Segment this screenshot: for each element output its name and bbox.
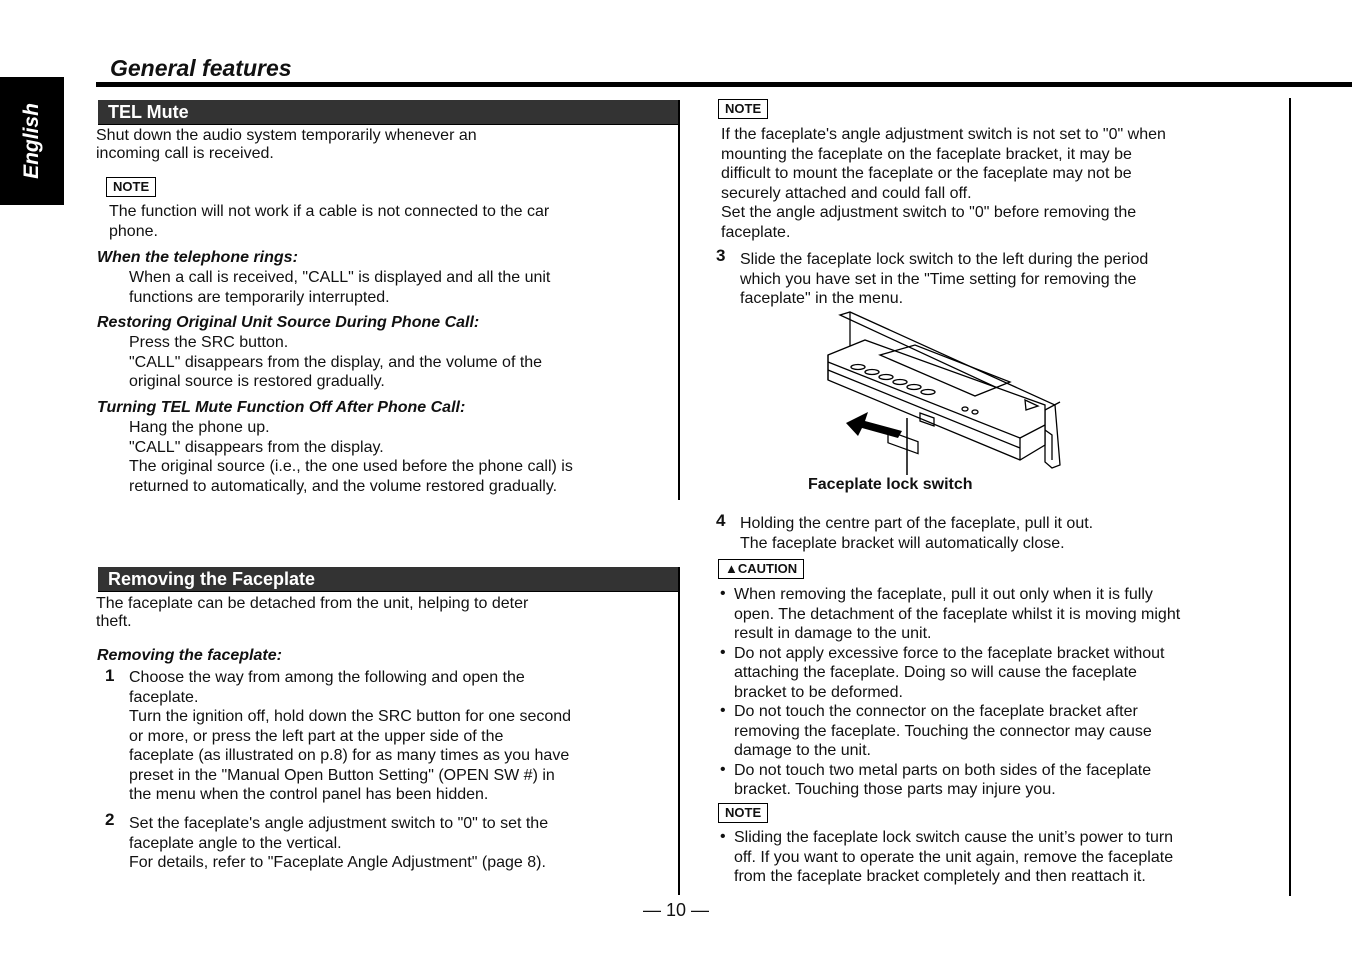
bullet-icon: • — [720, 760, 726, 778]
text-line: The faceplate bracket will automatically close. — [740, 534, 1065, 552]
step-number-3: 3 — [716, 246, 726, 265]
bullet-icon: • — [720, 585, 726, 602]
text-line: the menu when the control panel has been hidden. — [129, 786, 489, 803]
text-line: Set the faceplate's angle adjustment switch to "0" to set the — [129, 815, 549, 832]
text-line: Set the angle adjustment switch to "0" before removing the — [721, 204, 1137, 221]
text-line: Turn the ignition off, hold down the SRC button for one second — [129, 708, 572, 725]
text-line: original source is restored gradually. — [129, 373, 385, 390]
warning-icon: ▲ — [725, 561, 738, 576]
subheading-removing-faceplate: Removing the faceplate: — [97, 647, 282, 664]
text-line: faceplate. — [129, 688, 199, 706]
paragraph-restoring-source — [129, 333, 542, 392]
text-line: or more, or press the left part at the upper side of the — [129, 727, 504, 745]
text-line: preset in the "Manual Open Button Setting" (OPEN SW #) in — [129, 766, 555, 784]
text-line: which you have set in the "Time setting for removing the — [740, 270, 1137, 288]
text-line: The faceplate can be detached from the unit, helping to deter — [96, 595, 529, 612]
text-line: Slide the faceplate lock switch to the left during the period — [740, 251, 1149, 268]
title-rule — [96, 82, 1352, 87]
text-line: removing the faceplate. Touching the connector may cause — [734, 722, 1152, 740]
list-item — [720, 644, 1180, 703]
caution-label-text: CAUTION — [737, 561, 798, 576]
text-line: faceplate" in the menu. — [740, 290, 904, 307]
text-line: from the faceplate bracket completely and then reattach it. — [734, 868, 1146, 885]
page-title: General features — [110, 55, 292, 81]
text-line: The function will not work if a cable is not connected to the car — [109, 203, 550, 220]
text-line: For details, refer to "Faceplate Angle Adjustment" (page 8). — [129, 854, 546, 871]
text-line: faceplate (as illustrated on p.8) for as many times as you have — [129, 747, 570, 764]
text-line: When a call is received, "CALL" is displayed and all the unit — [129, 269, 551, 286]
note-label: NOTE — [718, 803, 768, 823]
language-tab-label: English — [20, 103, 43, 179]
removing-intro — [96, 595, 528, 631]
text-line: returned to automatically, and the volume restored gradually. — [129, 477, 558, 495]
list-item — [720, 828, 1173, 887]
text-line: Do not touch two metal parts on both sides of the faceplate — [734, 761, 1152, 779]
text-line: difficult to mount the faceplate or the faceplate may not be — [721, 165, 1132, 182]
figure-label-faceplate-lock-switch: Faceplate lock switch — [808, 476, 973, 493]
subheading-restoring-source: Restoring Original Unit Source During Phone Call: — [97, 314, 480, 331]
right-border — [1289, 98, 1291, 896]
text-line: "CALL" disappears from the display, and the volume of the — [129, 353, 543, 371]
bullet-icon: • — [720, 702, 726, 719]
text-line: faceplate angle to the vertical. — [129, 834, 342, 852]
caution-list — [720, 585, 1180, 800]
text-line: The original source (i.e., the one used before the phone call) is — [129, 458, 573, 475]
section-underline — [98, 124, 678, 125]
text-line: Choose the way from among the following and open the — [129, 669, 525, 686]
list-item — [720, 761, 1180, 800]
note-label: NOTE — [718, 99, 768, 119]
text-line: Holding the centre part of the faceplate, pull it out. — [740, 515, 1094, 532]
caution-label — [718, 559, 804, 579]
bullet-icon: • — [720, 828, 726, 845]
text-line: If the faceplate's angle adjustment switch is not set to "0" when — [721, 126, 1166, 143]
step-4-text — [740, 514, 1093, 553]
note2-list — [720, 828, 1173, 887]
text-line: "CALL" disappears from the display. — [129, 438, 384, 456]
text-line: Do not touch the connector on the faceplate bracket after — [734, 703, 1138, 720]
step-1-text — [129, 668, 571, 805]
right-note — [721, 125, 1166, 242]
text-line: faceplate. — [721, 223, 791, 241]
text-line: functions are temporarily interrupted. — [129, 288, 390, 306]
step-number-2: 2 — [105, 810, 115, 829]
section-underline — [98, 591, 678, 592]
text-line: When removing the faceplate, pull it out only when it is fully — [734, 586, 1153, 603]
text-line: Hang the phone up. — [129, 419, 270, 436]
text-line: off. If you want to operate the unit again, remove the faceplate — [734, 848, 1174, 866]
column-divider-bottom — [678, 567, 680, 895]
step-number-4: 4 — [716, 511, 726, 530]
text-line: Sliding the faceplate lock switch cause the unit’s power to turn — [734, 829, 1174, 846]
paragraph-telephone-rings — [129, 268, 550, 307]
text-line: Do not apply excessive force to the faceplate bracket without — [734, 644, 1165, 662]
subheading-telephone-rings: When the telephone rings: — [97, 249, 298, 266]
text-line: incoming call is received. — [96, 145, 274, 162]
text-line: Press the SRC button. — [129, 334, 289, 351]
text-line: mounting the faceplate on the faceplate bracket, it may be — [721, 145, 1132, 163]
text-line: theft. — [96, 613, 132, 630]
column-divider-top — [678, 100, 680, 500]
step-3-text — [740, 250, 1148, 309]
text-line: damage to the unit. — [734, 742, 871, 759]
subheading-turning-off: Turning TEL Mute Function Off After Phone Call: — [97, 399, 466, 416]
text-line: Shut down the audio system temporarily whenever an — [96, 127, 477, 144]
text-line: open. The detachment of the faceplate whilst it is moving might — [734, 605, 1181, 623]
step-2-text — [129, 814, 548, 873]
bullet-icon: • — [720, 643, 726, 661]
tel-mute-intro — [96, 127, 477, 163]
text-line: phone. — [109, 222, 158, 240]
text-line: bracket. Touching those parts may injure you. — [734, 781, 1056, 798]
text-line: securely attached and could fall off. — [721, 184, 972, 202]
faceplate-illustration — [820, 310, 1070, 475]
note-label: NOTE — [106, 177, 156, 197]
step-number-1: 1 — [105, 666, 115, 685]
text-line: attaching the faceplate. Doing so will cause the faceplate — [734, 664, 1137, 681]
list-item — [720, 702, 1180, 761]
text-line: bracket to be deformed. — [734, 683, 903, 701]
section-heading-tel-mute: TEL Mute — [98, 100, 678, 124]
text-line: result in damage to the unit. — [734, 625, 932, 642]
tel-mute-note — [109, 202, 549, 241]
paragraph-turning-off — [129, 418, 573, 496]
page-number: — 10 — — [642, 900, 710, 920]
list-item — [720, 585, 1180, 644]
language-tab — [0, 77, 64, 205]
section-heading-removing-faceplate: Removing the Faceplate — [98, 567, 678, 591]
